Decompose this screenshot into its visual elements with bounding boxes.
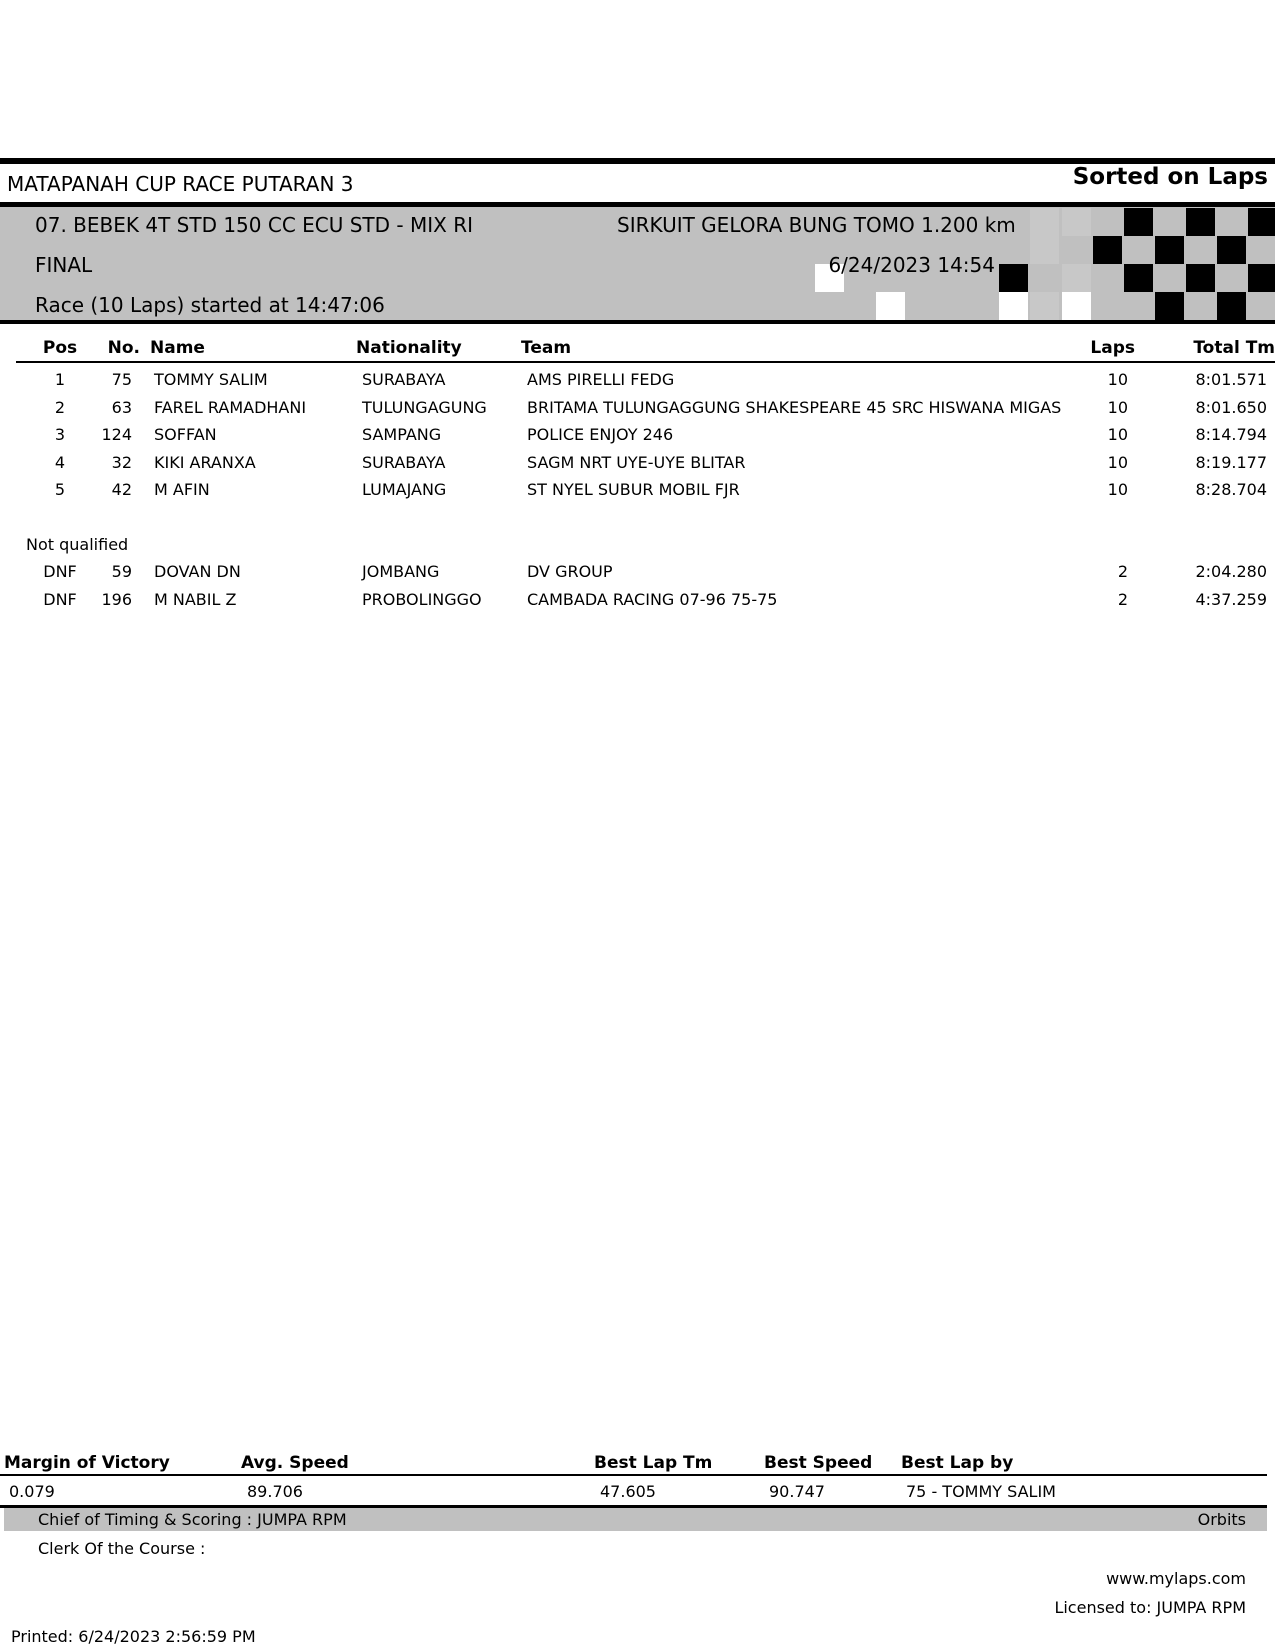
summary-header-avg-speed: Avg. Speed <box>241 1453 349 1473</box>
cell-name: SOFFAN <box>154 425 217 444</box>
summary-header-best-lap-by: Best Lap by <box>901 1453 1014 1473</box>
cell-no: 75 <box>111 370 132 389</box>
table-row <box>0 370 1275 396</box>
class-name: 07. BEBEK 4T STD 150 CC ECU STD - MIX RI <box>35 213 473 237</box>
summary-rule <box>0 1474 1267 1476</box>
cell-team: AMS PIRELLI FEDG <box>527 370 675 389</box>
cell-team: DV GROUP <box>527 562 613 581</box>
best-lap-tm: 47.605 <box>600 1482 656 1501</box>
cell-name: DOVAN DN <box>154 562 241 581</box>
cell-no: 196 <box>101 589 132 609</box>
cell-name: M AFIN <box>154 480 210 499</box>
cell-total: 8:01.650 <box>1195 397 1267 417</box>
cell-total: 8:01.571 <box>1195 370 1267 389</box>
cell-laps: 10 <box>1107 397 1128 417</box>
cell-total: 2:04.280 <box>1195 562 1267 581</box>
table-row <box>0 590 1275 616</box>
checkered-flag-icon <box>0 0 1275 330</box>
event-datetime: 6/24/2023 14:54 <box>828 253 995 277</box>
cell-name: M NABIL Z <box>154 589 237 609</box>
table-row <box>0 425 1275 451</box>
header-laps: Laps <box>1090 338 1135 358</box>
sort-label: Sorted on Laps <box>1072 164 1268 190</box>
summary-header-best-speed: Best Speed <box>764 1453 873 1473</box>
cell-no: 63 <box>111 397 132 417</box>
website-link[interactable]: www.mylaps.com <box>1106 1569 1246 1588</box>
summary-header-best-lap-tm: Best Lap Tm <box>594 1453 713 1473</box>
cell-pos: 3 <box>54 425 66 444</box>
table-row <box>0 453 1275 479</box>
race-start-info: Race (10 Laps) started at 14:47:06 <box>35 293 385 317</box>
cell-laps: 10 <box>1107 480 1128 499</box>
cell-total: 8:19.177 <box>1195 452 1267 472</box>
cell-nationality: PROBOLINGGO <box>362 589 482 609</box>
cell-team: ST NYEL SUBUR MOBIL FJR <box>527 480 740 499</box>
cell-laps: 10 <box>1107 370 1128 389</box>
cell-no: 32 <box>111 452 132 472</box>
best-speed: 90.747 <box>769 1482 825 1501</box>
cell-no: 124 <box>101 425 132 444</box>
header-nationality: Nationality <box>356 338 462 358</box>
circuit-name: SIRKUIT GELORA BUNG TOMO 1.200 km <box>617 213 1016 237</box>
cell-pos: 4 <box>54 452 66 472</box>
cell-nationality: SURABAYA <box>362 452 446 472</box>
cell-total: 8:14.794 <box>1195 425 1267 444</box>
header-total: Total Tm <box>1193 338 1275 358</box>
licensed-to: Licensed to: JUMPA RPM <box>1054 1598 1246 1617</box>
cell-team: CAMBADA RACING 07-96 75-75 <box>527 589 778 609</box>
cell-pos: 5 <box>54 480 66 499</box>
clerk-of-course: Clerk Of the Course : <box>38 1539 206 1558</box>
chief-of-timing: Chief of Timing & Scoring : JUMPA RPM <box>38 1510 347 1529</box>
cell-pos: DNF <box>43 562 77 581</box>
header-pos: Pos <box>42 338 78 358</box>
summary-values <box>0 1482 1275 1504</box>
results-header <box>0 338 1275 362</box>
cell-name: TOMMY SALIM <box>154 370 268 389</box>
session-name: FINAL <box>35 253 93 277</box>
printed-timestamp: Printed: 6/24/2023 2:56:59 PM <box>11 1627 256 1646</box>
cell-nationality: LUMAJANG <box>362 480 447 499</box>
cell-team: BRITAMA TULUNGAGGUNG SHAKESPEARE 45 SRC HISWANA MIGAS <box>527 397 1062 417</box>
event-title: MATAPANAH CUP RACE PUTARAN 3 <box>7 172 354 196</box>
orbits-label: Orbits <box>1197 1510 1246 1529</box>
cell-pos: DNF <box>43 589 77 609</box>
info-bottom-rule <box>0 320 1275 324</box>
cell-laps: 2 <box>1117 562 1128 581</box>
margin-of-victory: 0.079 <box>9 1482 55 1501</box>
cell-total: 4:37.259 <box>1195 589 1267 609</box>
cell-team: SAGM NRT UYE-UYE BLITAR <box>527 452 746 472</box>
header-no: No. <box>107 338 140 358</box>
cell-nationality: SURABAYA <box>362 370 446 389</box>
not-qualified-label: Not qualified <box>26 535 129 554</box>
table-row <box>0 562 1275 588</box>
cell-nationality: SAMPANG <box>362 425 442 444</box>
cell-team: POLICE ENJOY 246 <box>527 425 674 444</box>
cell-name: KIKI ARANXA <box>154 452 256 472</box>
cell-no: 59 <box>111 562 132 581</box>
cell-laps: 10 <box>1107 425 1128 444</box>
cell-laps: 10 <box>1107 452 1128 472</box>
table-row <box>0 398 1275 424</box>
cell-nationality: JOMBANG <box>362 562 440 581</box>
avg-speed: 89.706 <box>247 1482 303 1501</box>
cell-laps: 2 <box>1117 589 1128 609</box>
table-row <box>0 480 1275 506</box>
cell-nationality: TULUNGAGUNG <box>362 397 487 417</box>
cell-pos: 1 <box>54 370 66 389</box>
cell-name: FAREL RAMADHANI <box>154 397 307 417</box>
summary-header-margin: Margin of Victory <box>4 1453 170 1473</box>
table-header-rule <box>16 361 1275 363</box>
header-team: Team <box>521 338 572 358</box>
best-lap-by: 75 - TOMMY SALIM <box>906 1482 1056 1501</box>
cell-pos: 2 <box>54 397 66 417</box>
cell-total: 8:28.704 <box>1195 480 1267 499</box>
cell-no: 42 <box>111 480 132 499</box>
header-name: Name <box>150 338 205 358</box>
